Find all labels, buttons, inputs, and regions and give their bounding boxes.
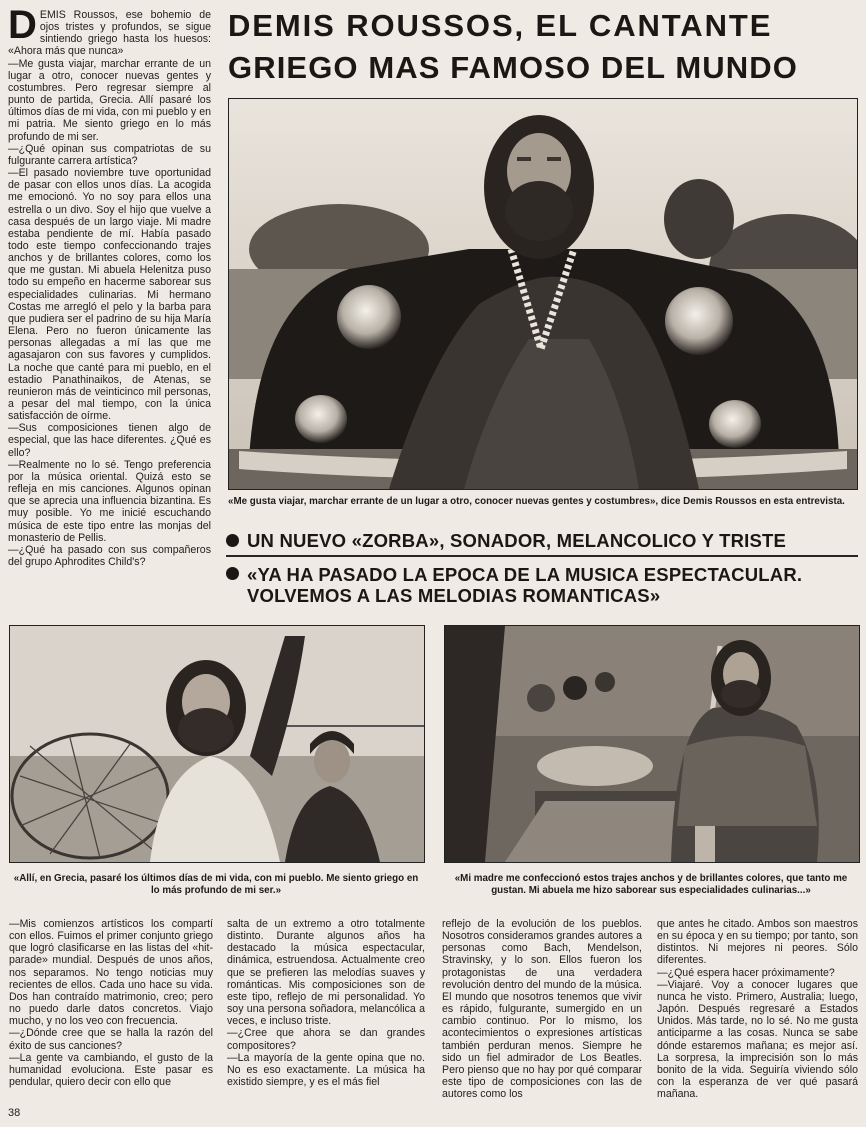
photo-right-caption: «Mi madre me confeccionó estos trajes anchos y de brillantes colores, que tanto me gustan. Mi abuela me hizo saborear sus especialidades culinarias...» (454, 873, 848, 896)
photo-right-illustration (445, 626, 859, 862)
intro-paragraph: —¿Qué ha pasado con sus compañeros del grupo Aphrodites Child's? (8, 543, 211, 569)
main-photo-illustration (229, 99, 857, 489)
bullet-icon (226, 567, 239, 580)
intro-paragraph: —Realmente no lo sé. Tengo preferencia por la música oriental. Quizá esto se refleja en mis canciones. Algunos opinan que se aprecia una influencia bizantina. Es muy posible. Yo me inicié escuchando música de este tipo entre las monjas del monasterio de Pellis. (8, 458, 211, 544)
intro-paragraph: EMIS Roussos, ese bohemio de ojos tristes y profundos, se sigue sintiendo griego hasta los huesos: «Ahora más que nunca» (8, 9, 211, 58)
bottom-column-3: reflejo de la evolución de los pueblos. Nosotros consideramos grandes autores a personas como Bach, Mendelson, Stravinsky, y lo son. Ellos fueron los protagonistas de una verdadera revolución dentro del mundo de la música. El mundo que nosotros tenemos que vivir es rápido, fulgurante, sumergido en un cambio continuo. Por lo mismo, los acontecimientos o expresiones artísticas también perduran menos. Siempre he sido un fiel admirador de Los Beatles. Pero pienso que no hay por qué comparar este tipo de composiciones con las de autores como los (442, 918, 642, 1101)
subhead-divider (226, 555, 858, 557)
photo-left-illustration (10, 626, 424, 862)
headline-line-1: DEMIS ROUSSOS, EL CANTANTE (228, 8, 773, 43)
subhead-second-row (226, 564, 858, 585)
intro-paragraph: —El pasado noviembre tuve oportunidad de pasar con ellos unos días. La acogida me emocionó. Yo no soy para ellos una estrella o un divo. Soy el hijo que vuelve a casa después de un largo viaje. Mi madre estaba pendiente de mí. Había pasado todo este tiempo confeccionando trajes anchos y de brillantes colores, como los que me gustan. Mi abuela Helenitza puso todo su empeño en hacerme saborear sus especialidades culinarias. Mi hermano Costas me arregló el pelo y la barba para que pudiera ser el padrino de su hija María Elena. Pero no fueron únicamente las personas allegadas a mí las que me agasajaron con sus favores y cumplidos. La noche que canté para mi pueblo, en el estadio Panathinaikos, de Atenas, se reunieron más de veinticinco mil personas, a pesar del mal tiempo, con la única satisfacción de oírme. (8, 167, 211, 423)
drop-cap: D (8, 9, 37, 47)
photo-left (9, 625, 425, 863)
bottom-column-1: —Mis comienzos artísticos los compartí con ellos. Fuimos el primer conjunto griego que logró clasificarse en las listas del «hit-parade» mundial. Después de unos años, nos separamos. No tengo noticias muy recientes de ellos. Cada uno hace su vida. Dos han contraído matrimonio, creo; pero no puedo darle datos concretos. Viajo mucho, y no los veo con frecuencia. —¿Dónde cree que se halla la razón del éxito de sus canciones? —La gente va cambiando, el gusto de la humanidad evoluciona. Este pasar es pendular, quiero decir con ello que (9, 918, 213, 1089)
photo-left-caption: «Allí, en Grecia, pasaré los últimos días de mi vida, con mi pueblo. Me siento griego en lo más profundo de mi ser.» (13, 873, 419, 896)
subhead-second-line-2: VOLVEMOS A LAS MELODIAS ROMANTICAS» (247, 584, 661, 606)
headline-line-2: GRIEGO MAS FAMOSO DEL MUNDO (228, 50, 798, 85)
subhead-first-row (226, 530, 858, 551)
subhead-second-line-1: «YA HA PASADO LA EPOCA DE LA MUSICA ESPECTACULAR. (247, 563, 803, 585)
headline (228, 6, 858, 88)
intro-paragraph: —¿Qué opinan sus compatriotas de su fulgurante carrera artística? (8, 142, 211, 167)
intro-paragraph: —Sus composiciones tienen algo de especial, que las hace diferentes. ¿Qué es ello? (8, 422, 211, 459)
subhead-block (226, 530, 858, 606)
intro-column (8, 9, 211, 609)
main-photo (228, 98, 858, 490)
photo-right (444, 625, 860, 863)
bottom-column-2: salta de un extremo a otro totalmente distinto. Durante algunos años ha destacado la música espectacular, dinámica, estruendosa. Actualmente creo que se prefieren las melodías suaves y románticas. Mis composiciones son de este tipo, reflejo de mi personalidad. Yo soy una persona soñadora, melancólica a veces, e incluso triste. —¿Cree que ahora se dan grandes compositores? —La mayoría de la gente opina que no. No es eso exactamente. La música ha existido siempre, y es el más fiel (227, 918, 425, 1089)
subhead-first: UN NUEVO «ZORBA», SONADOR, MELANCOLICO Y TRISTE (247, 530, 787, 551)
bullet-icon (226, 534, 239, 547)
page-number: 38 (8, 1107, 21, 1119)
main-photo-caption: «Me gusta viajar, marchar errante de un lugar a otro, conocer nuevas gentes y costumbres», dice Demis Roussos en esta entrevista. (228, 496, 845, 507)
intro-paragraph: —Me gusta viajar, marchar errante de un lugar a otro, conocer nuevas gentes y costumbres. Pero regresar siempre al punto de partida, Grecia. Allí pasaré los últimos días de mi vida, con mi pueblo y en mi patria. Me siento griego en lo más profundo de mi ser. (8, 57, 211, 143)
bottom-column-4: que antes he citado. Ambos son maestros en su época y en su tiempo; por tanto, son distintos. Ni mejores ni peores. Sólo diferentes. —¿Qué espera hacer próximamente? —Viajaré. Voy a conocer lugares que nunca he visto. Primero, Australia; luego, Japón. Después regresaré a Estados Unidos. Más tarde, no lo sé. No me gusta anticiparme a las cosas. Nunca se sabe dónde estaremos mañana; es mejor así. La sorpresa, la imprecisión son lo más bonito de la vida. Seguiría viviendo sólo con la esperanza de ver qué pasará mañana. (657, 918, 858, 1101)
